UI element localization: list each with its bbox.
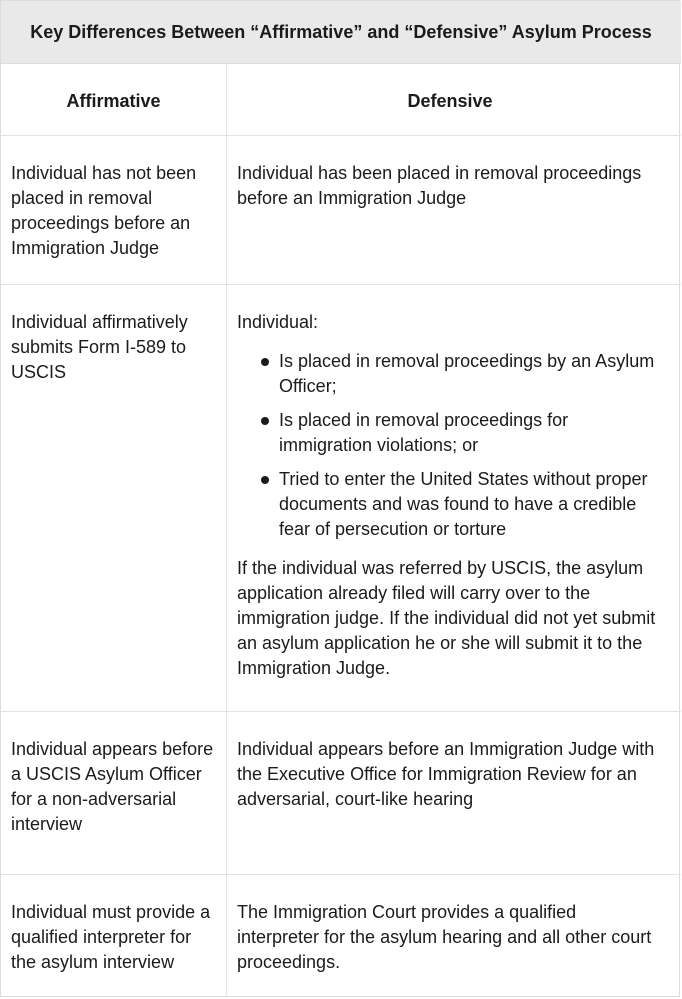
row-2-defensive-intro: Individual: [237, 312, 319, 332]
row-3-defensive: Individual appears before an Immigration Judge with the Executive Office for Immigration Review for an adversarial, court-like hearing [227, 712, 681, 875]
list-item: Tried to enter the United States without proper documents and was found to have a credible fear of persecution or torture [279, 467, 663, 542]
row-2-defensive [227, 285, 681, 712]
row-2-defensive-note: If the individual was referred by USCIS, the asylum application already filed will carry over to the immigration judge. If the individual did not yet submit an asylum application he or she will submit it to the Immigration Judge. [237, 558, 656, 678]
list-item: Is placed in removal proceedings by an Asylum Officer; [279, 349, 663, 399]
row-2-affirmative: Individual affirmatively submits Form I-589 to USCIS [1, 285, 227, 712]
list-item: Is placed in removal proceedings for immigration violations; or [279, 408, 663, 458]
row-1-defensive: Individual has been placed in removal proceedings before an Immigration Judge [227, 136, 681, 285]
row-4-defensive: The Immigration Court provides a qualified interpreter for the asylum hearing and all other court proceedings. [237, 902, 652, 972]
row-4-affirmative: Individual must provide a qualified interpreter for the asylum interview [1, 875, 227, 996]
row-2-defensive-list [237, 349, 663, 542]
column-header-defensive: Defensive [227, 64, 681, 136]
column-header-affirmative: Affirmative [1, 64, 227, 136]
row-1-affirmative: Individual has not been placed in removal proceedings before an Immigration Judge [1, 136, 227, 285]
row-3-affirmative: Individual appears before a USCIS Asylum Officer for a non-adversarial interview [1, 712, 227, 875]
table-title: Key Differences Between “Affirmative” and “Defensive” Asylum Process [1, 1, 681, 64]
